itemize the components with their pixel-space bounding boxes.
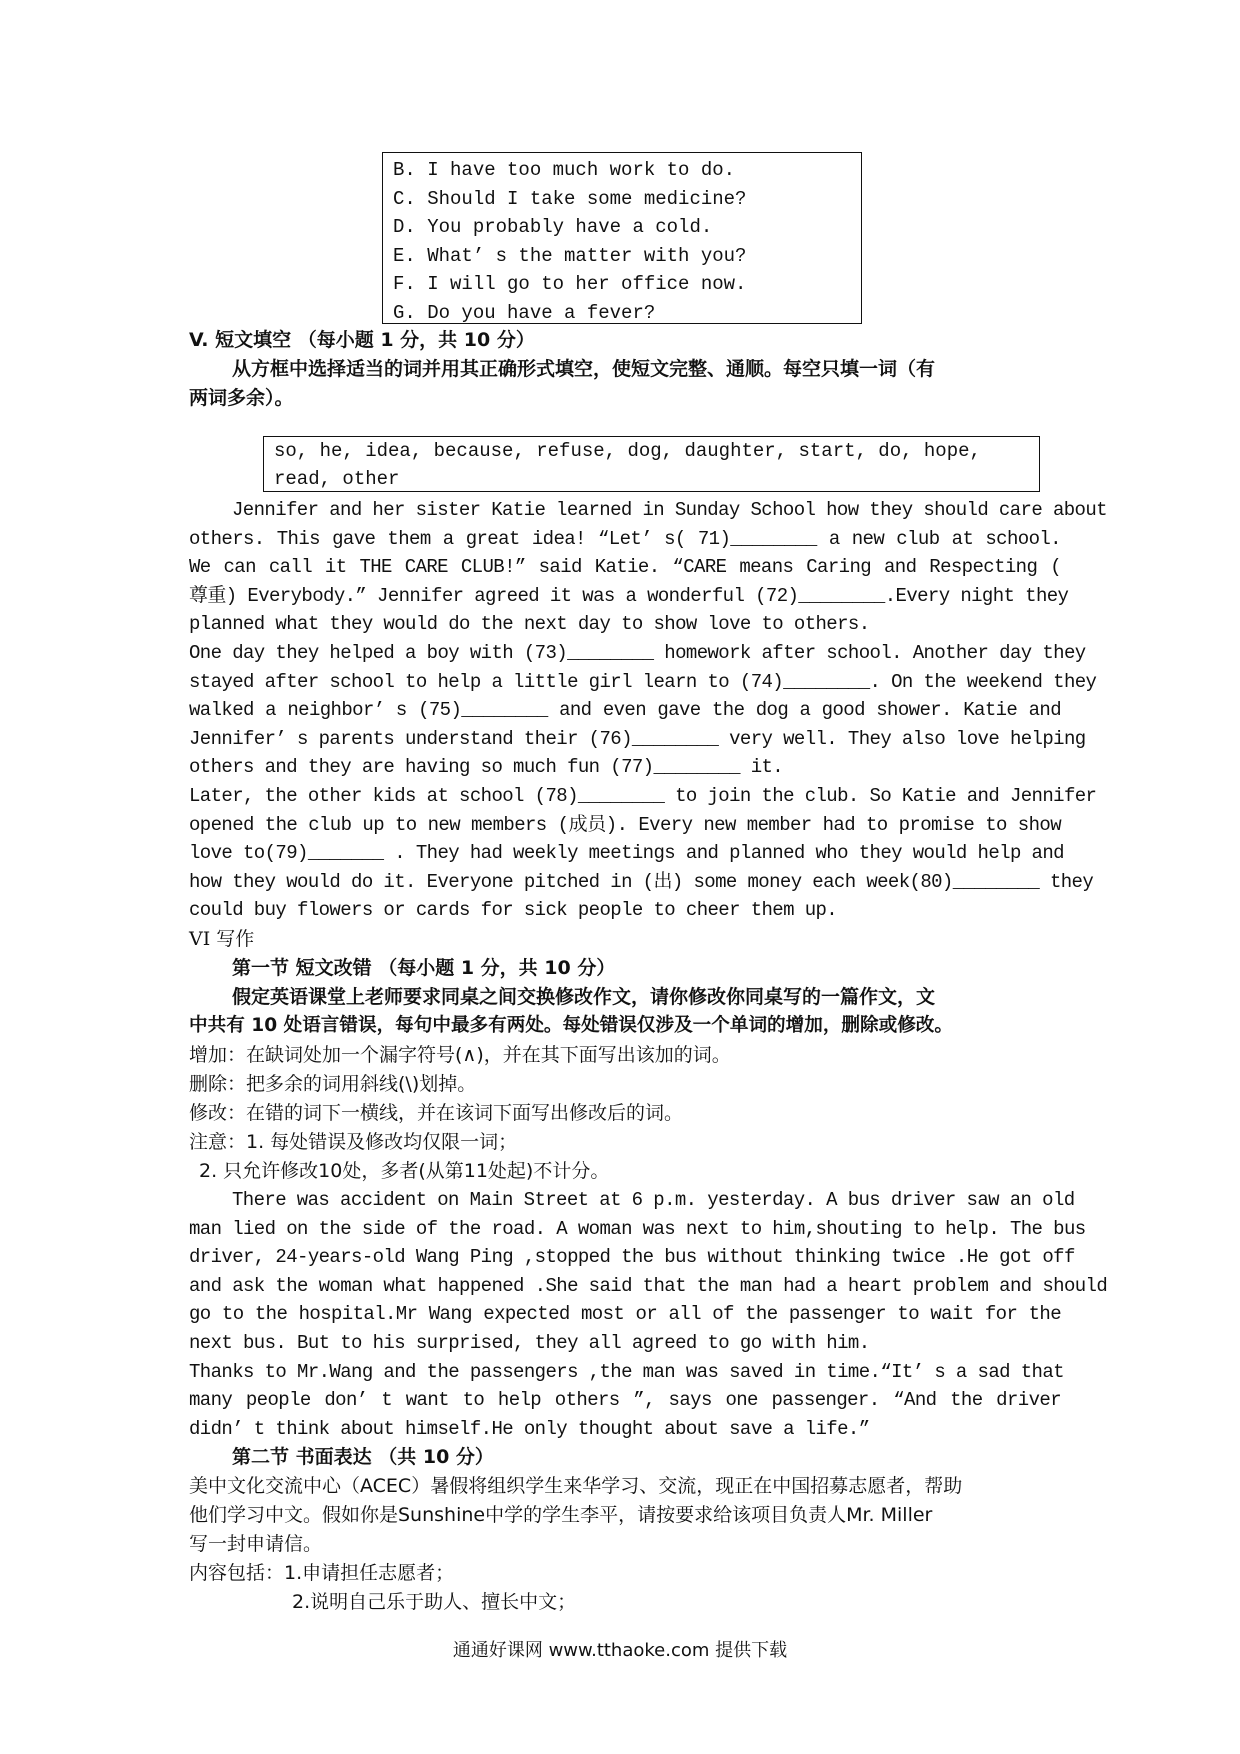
rule-note-2: 2. 只允许修改10处，多者(从第11处起)不计分。 — [199, 1160, 610, 1182]
option-f: F. I will go to her office now. — [393, 273, 747, 296]
option-g: G. Do you have a fever? — [393, 301, 656, 324]
passage-2-line: man lied on the side of the road. A woman was next to him,shouting to help. The bus — [189, 1217, 1086, 1240]
answer-options-box — [382, 152, 862, 324]
writing-prompt-line-1: 美中文化交流中心（ACEC）暑假将组织学生来华学习、交流，现正在中国招募志愿者，帮助 — [189, 1475, 963, 1497]
word-bank-text: so, he, idea, because, refuse, dog, daughter, start, do, hope, read, other — [274, 440, 981, 490]
passage-1-line: One day they helped a boy with (73)________ homework after school. Another day they — [189, 642, 1086, 664]
passage-1-line: We can call it THE CARE CLUB!” said Katie. “CARE means Caring and Respecting ( — [189, 556, 1061, 579]
writing-prompt-line-3: 写一封申请信。 — [189, 1533, 323, 1555]
passage-2-line: many people don’ t want to help others ”, says one passenger. “And the driver — [189, 1389, 1061, 1412]
rule-note-1: 注意：1. 每处错误及修改均仅限一词； — [189, 1131, 518, 1153]
passage-1-line: walked a neighbor’ s (75)________ and even gave the dog a good shower. Katie and — [189, 699, 1061, 722]
passage-2-line: There was accident on Main Street at 6 p.m. yesterday. A bus driver saw an old — [232, 1189, 1075, 1211]
option-c: C. Should I take some medicine? — [393, 187, 747, 210]
passage-1-line: others and they are having so much fun (77)________ it. — [189, 756, 784, 779]
part-1-title: 第一节 短文改错 （每小题 1 分，共 10 分） — [232, 957, 616, 979]
part-2-title: 第二节 书面表达 （共 10 分） — [232, 1446, 494, 1468]
passage-2-line: driver, 24-years-old Wang Ping ,stopped the bus without thinking twice .He got off — [189, 1246, 1075, 1269]
option-e: E. What’ s the matter with you? — [393, 244, 747, 267]
word-bank-box — [263, 436, 1040, 492]
passage-1-line: opened the club up to new members (成员). Every new member had to promise to show — [189, 813, 1061, 836]
writing-prompt-line-2: 他们学习中文。假如你是Sunshine中学的学生李平，请按要求给该项目负责人Mr. Miller — [189, 1504, 933, 1526]
passage-1-line: how they would do it. Everyone pitched in (出) some money each week(80)________ they — [189, 870, 1094, 893]
part-1-instruction-1: 假定英语课堂上老师要求同桌之间交换修改作文，请你修改你同桌写的一篇作文，文 — [232, 986, 936, 1008]
passage-1-line: stayed after school to help a little girl learn to (74)________. On the weekend they — [189, 670, 1097, 693]
passage-1-line: Jennifer’ s parents understand their (76)________ very well. They also love helping — [189, 727, 1086, 750]
part-1-instruction-2: 中共有 10 处语言错误，每句中最多有两处。每处错误仅涉及一个单词的增加，删除或修改。 — [189, 1015, 953, 1036]
section-5-title: V. 短文填空 （每小题 1 分，共 10 分） — [189, 329, 535, 351]
section-5-instruction-2: 两词多余）。 — [189, 387, 294, 409]
passage-1-line: love to(79)_______ . They had weekly meetings and planned who they would help and — [189, 842, 1064, 865]
passage-2-line: and ask the woman what happened .She said that the man had a heart problem and should — [189, 1274, 1108, 1297]
content-requirement-1: 内容包括：1.申请担任志愿者； — [189, 1562, 455, 1584]
passage-1-line: could buy flowers or cards for sick people to cheer them up. — [189, 899, 838, 922]
section-6-title: VI 写作 — [189, 928, 255, 950]
rule-add: 增加：在缺词处加一个漏字符号(∧)，并在其下面写出该加的词。 — [189, 1044, 731, 1066]
passage-1-line: others. This gave them a great idea! “Let’ s( 71)________ a new club at school. — [189, 527, 1061, 550]
rule-delete: 删除：把多余的词用斜线(\)划掉。 — [189, 1073, 477, 1095]
option-d: D. You probably have a cold. — [393, 216, 713, 239]
content-requirement-2: 2.说明自己乐于助人、擅长中文； — [292, 1591, 577, 1613]
passage-1-line: Later, the other kids at school (78)________ to join the club. So Katie and Jennifer — [189, 785, 1097, 807]
section-5-instruction-1: 从方框中选择适当的词并用其正确形式填空，使短文完整、通顺。每空只填一词（有 — [232, 358, 936, 380]
passage-2-line: next bus. But to his surprised, they all agreed to go with him. — [189, 1332, 870, 1354]
passage-1-line: planned what they would do the next day to show love to others. — [189, 613, 870, 636]
passage-2-line: Thanks to Mr.Wang and the passengers ,the man was saved in time.“It’ s a sad that — [189, 1360, 1064, 1383]
passage-2-line: didn’ t think about himself.He only thought about save a life.” — [189, 1417, 870, 1440]
rule-modify: 修改：在错的词下一横线，并在该词下面写出修改后的词。 — [189, 1102, 684, 1124]
passage-1-line: 尊重) Everybody.” Jennifer agreed it was a wonderful (72)________.Every night they — [189, 584, 1069, 607]
footer-source: 通通好课网 www.tthaoke.com 提供下载 — [452, 1640, 788, 1661]
passage-2-line: go to the hospital.Mr Wang expected most or all of the passenger to wait for the — [189, 1303, 1061, 1326]
option-b: B. I have too much work to do. — [393, 159, 736, 181]
passage-1-line: Jennifer and her sister Katie learned in Sunday School how they should care about — [232, 499, 1107, 521]
